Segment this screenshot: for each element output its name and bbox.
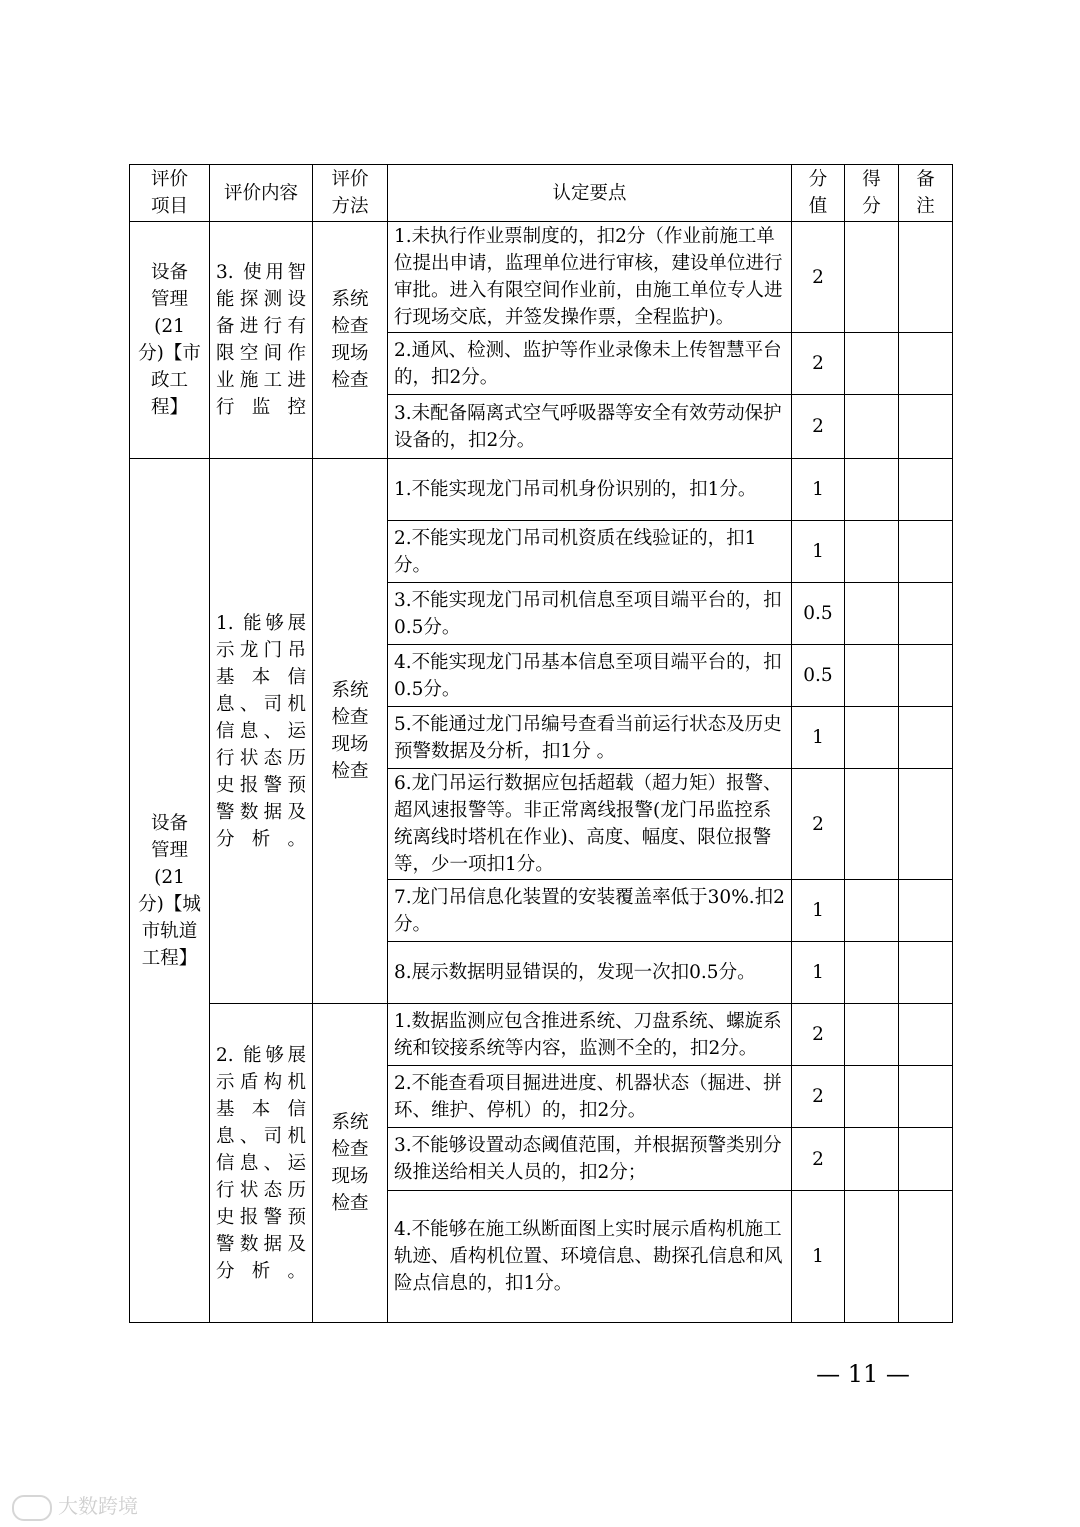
got-cell (845, 645, 899, 707)
score-cell: 0.5 (792, 583, 845, 645)
header-points: 认定要点 (388, 165, 792, 222)
got-cell (845, 707, 899, 769)
header-score: 分 值 (792, 165, 845, 222)
page-number: — 11 — (816, 1360, 910, 1388)
score-cell: 1 (792, 880, 845, 942)
watermark (12, 1490, 138, 1521)
got-cell (845, 1128, 899, 1191)
header-item: 评价 项目 (130, 165, 210, 222)
note-cell (899, 880, 953, 942)
score-cell: 2 (792, 1128, 845, 1191)
note-cell (899, 645, 953, 707)
score-cell: 2 (792, 769, 845, 880)
note-cell (899, 1191, 953, 1323)
score-cell: 0.5 (792, 645, 845, 707)
content-cell: 3. 使用智能探测设备进行有限空间作业施工进行监控 (210, 222, 313, 459)
criteria-cell: 2.通风、检测、监护等作业录像未上传智慧平台的，扣2分。 (388, 333, 792, 395)
score-cell: 2 (792, 333, 845, 395)
criteria-cell: 2.不能查看项目掘进进度、机器状态（掘进、拼环、维护、停机）的，扣2分。 (388, 1066, 792, 1128)
score-cell: 2 (792, 1004, 845, 1066)
criteria-cell: 1.数据监测应包含推进系统、刀盘系统、螺旋系统和铰接系统等内容，监测不全的，扣2分。 (388, 1004, 792, 1066)
criteria-cell: 2.不能实现龙门吊司机资质在线验证的，扣1分。 (388, 521, 792, 583)
got-cell (845, 521, 899, 583)
note-cell (899, 942, 953, 1004)
item-cell: 设备 管理 (21 分)【市 政工 程】 (130, 222, 210, 459)
note-cell (899, 222, 953, 333)
method-cell: 系统 检查 现场 检查 (313, 1004, 388, 1323)
criteria-cell: 3.未配备隔离式空气呼吸器等安全有效劳动保护设备的，扣2分。 (388, 395, 792, 459)
note-cell (899, 1128, 953, 1191)
criteria-cell: 8.展示数据明显错误的，发现一次扣0.5分。 (388, 942, 792, 1004)
got-cell (845, 1066, 899, 1128)
header-got: 得 分 (845, 165, 899, 222)
criteria-cell: 6.龙门吊运行数据应包括超载（超力矩）报警、超风速报警等。非正常离线报警(龙门吊监控系统离线时塔机在作业)、高度、幅度、限位报警等，少一项扣1分。 (388, 769, 792, 880)
note-cell (899, 583, 953, 645)
header-row (130, 165, 953, 222)
got-cell (845, 942, 899, 1004)
note-cell (899, 1004, 953, 1066)
got-cell (845, 395, 899, 459)
method-cell: 系统 检查 现场 检查 (313, 222, 388, 459)
score-cell: 2 (792, 395, 845, 459)
method-cell: 系统 检查 现场 检查 (313, 459, 388, 1004)
criteria-cell: 3.不能够设置动态阈值范围，并根据预警类别分级推送给相关人员的，扣2分； (388, 1128, 792, 1191)
score-cell: 1 (792, 707, 845, 769)
header-method: 评价 方法 (313, 165, 388, 222)
score-cell: 1 (792, 942, 845, 1004)
header-content: 评价内容 (210, 165, 313, 222)
got-cell (845, 459, 899, 521)
table-row (130, 459, 953, 521)
content-cell: 2. 能够展示盾构机基本信息、司机信息、运行状态历史报警预警数据及分析。 (210, 1004, 313, 1323)
note-cell (899, 707, 953, 769)
note-cell (899, 459, 953, 521)
criteria-cell: 1.不能实现龙门吊司机身份识别的，扣1分。 (388, 459, 792, 521)
criteria-cell: 5.不能通过龙门吊编号查看当前运行状态及历史预警数据及分析，扣1分 。 (388, 707, 792, 769)
content-cell: 1. 能够展示龙门吊基本信息、司机信息、运行状态历史报警预警数据及分析。 (210, 459, 313, 1004)
criteria-cell: 1.未执行作业票制度的，扣2分（作业前施工单位提出申请，监理单位进行审核，建设单位进行审批。进入有限空间作业前，由施工单位专人进行现场交底，并签发操作票，全程监护)。 (388, 222, 792, 333)
got-cell (845, 769, 899, 880)
table-row (130, 1004, 953, 1066)
note-cell (899, 395, 953, 459)
watermark-text: 大数跨境 (58, 1494, 138, 1518)
evaluation-table (129, 164, 953, 1323)
note-cell (899, 521, 953, 583)
score-cell: 1 (792, 459, 845, 521)
criteria-cell: 3.不能实现龙门吊司机信息至项目端平台的，扣0.5分。 (388, 583, 792, 645)
got-cell (845, 222, 899, 333)
got-cell (845, 1004, 899, 1066)
header-note: 备 注 (899, 165, 953, 222)
criteria-cell: 4.不能实现龙门吊基本信息至项目端平台的，扣0.5分。 (388, 645, 792, 707)
item-cell: 设备 管理 (21 分)【城 市轨道 工程】 (130, 459, 210, 1323)
got-cell (845, 583, 899, 645)
score-cell: 2 (792, 222, 845, 333)
table-row (130, 222, 953, 333)
got-cell (845, 333, 899, 395)
score-cell: 2 (792, 1066, 845, 1128)
criteria-cell: 7.龙门吊信息化装置的安装覆盖率低于30%.扣2分。 (388, 880, 792, 942)
got-cell (845, 1191, 899, 1323)
note-cell (899, 1066, 953, 1128)
watermark-logo-icon (12, 1495, 52, 1521)
criteria-cell: 4.不能够在施工纵断面图上实时展示盾构机施工轨迹、盾构机位置、环境信息、勘探孔信息和风险点信息的，扣1分。 (388, 1191, 792, 1323)
got-cell (845, 880, 899, 942)
note-cell (899, 769, 953, 880)
score-cell: 1 (792, 521, 845, 583)
note-cell (899, 333, 953, 395)
score-cell: 1 (792, 1191, 845, 1323)
